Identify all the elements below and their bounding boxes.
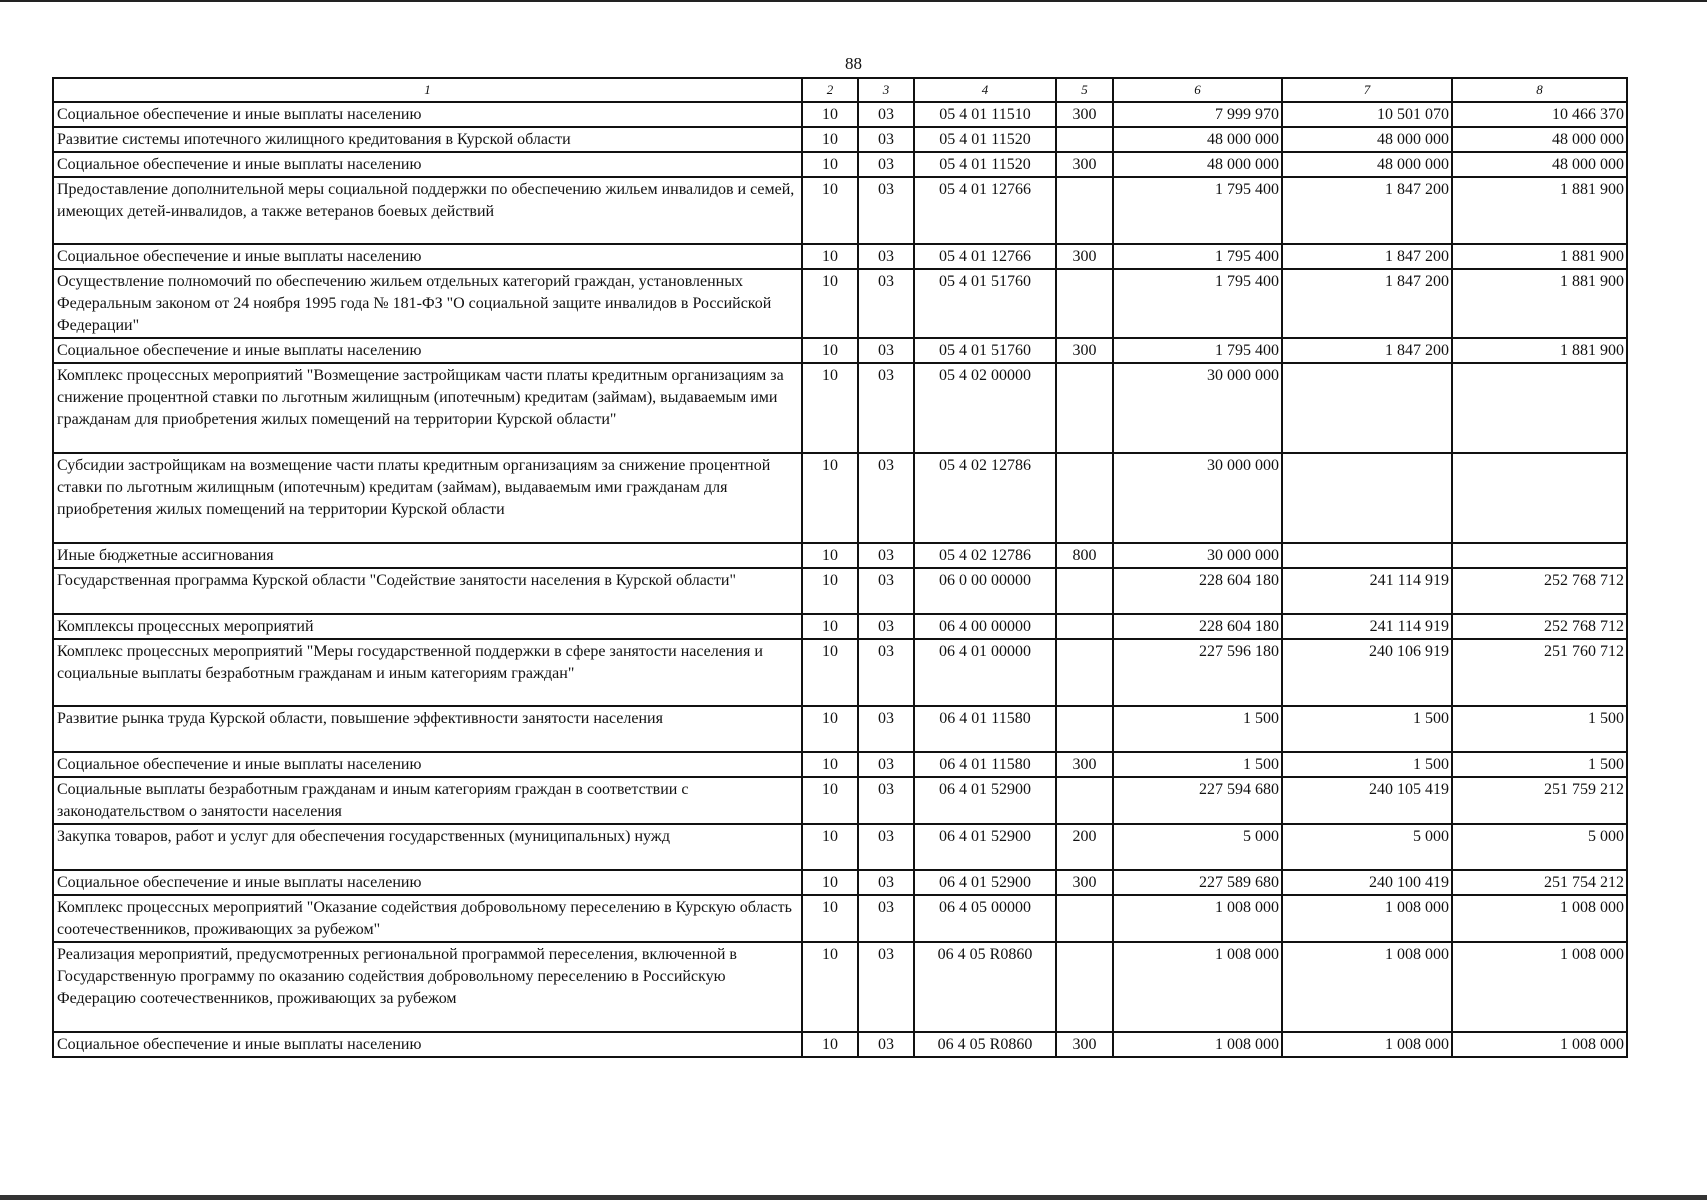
scan-edge-top	[0, 0, 1707, 2]
row-name-cell: Предоставление дополнительной меры социальной поддержки по обеспечению жильем инвалидов и семей, имеющих детей-инвалидов, а также ветеранов боевых действий	[53, 177, 802, 244]
target-article-cell: 05 4 01 12766	[914, 244, 1056, 269]
row-name-cell: Социальное обеспечение и иные выплаты населению	[53, 244, 802, 269]
amount-col-7-cell: 1 847 200	[1282, 177, 1452, 244]
amount-col-6-cell: 1 795 400	[1113, 244, 1282, 269]
subsection-code-cell: 03	[858, 127, 914, 152]
column-header: 6	[1113, 78, 1282, 102]
table-row	[53, 824, 1627, 870]
row-name-cell: Закупка товаров, работ и услуг для обеспечения государственных (муниципальных) нужд	[53, 824, 802, 870]
table-row	[53, 568, 1627, 614]
subsection-code-cell: 03	[858, 363, 914, 453]
amount-col-6-cell: 48 000 000	[1113, 127, 1282, 152]
table-row	[53, 269, 1627, 338]
column-number-header-row	[53, 78, 1627, 102]
amount-col-8-cell: 10 466 370	[1452, 102, 1627, 127]
amount-col-7-cell: 240 100 419	[1282, 870, 1452, 895]
subsection-code-cell: 03	[858, 870, 914, 895]
amount-col-7-cell: 1 847 200	[1282, 338, 1452, 363]
amount-col-6-cell: 48 000 000	[1113, 152, 1282, 177]
column-header: 7	[1282, 78, 1452, 102]
row-name-cell: Социальное обеспечение и иные выплаты населению	[53, 1032, 802, 1057]
amount-col-7-cell: 240 106 919	[1282, 639, 1452, 706]
expense-type-cell: 300	[1056, 1032, 1113, 1057]
target-article-cell: 06 4 01 52900	[914, 824, 1056, 870]
target-article-cell: 05 4 01 11510	[914, 102, 1056, 127]
amount-col-6-cell: 1 008 000	[1113, 895, 1282, 942]
subsection-code-cell: 03	[858, 895, 914, 942]
target-article-cell: 05 4 01 11520	[914, 127, 1056, 152]
section-code-cell: 10	[802, 870, 858, 895]
table-row	[53, 453, 1627, 543]
expense-type-cell	[1056, 639, 1113, 706]
amount-col-6-cell: 1 500	[1113, 752, 1282, 777]
row-name-cell: Комплекс процессных мероприятий "Возмещение застройщикам части платы кредитным организациям за снижение процентной ставки по льготным жилищным (ипотечным) кредитам (займам), выдаваемым ими гражданам для приобретения жилых помещений на территории Курской области"	[53, 363, 802, 453]
expense-type-cell: 300	[1056, 152, 1113, 177]
row-name-cell: Комплекс процессных мероприятий "Оказание содействия добровольному переселению в Курскую область соотечественников, проживающих за рубежом"	[53, 895, 802, 942]
section-code-cell: 10	[802, 453, 858, 543]
amount-col-8-cell: 1 500	[1452, 752, 1627, 777]
subsection-code-cell: 03	[858, 639, 914, 706]
amount-col-7-cell: 1 500	[1282, 706, 1452, 752]
target-article-cell: 05 4 01 51760	[914, 338, 1056, 363]
subsection-code-cell: 03	[858, 244, 914, 269]
amount-col-6-cell: 30 000 000	[1113, 543, 1282, 568]
target-article-cell: 06 4 01 00000	[914, 639, 1056, 706]
amount-col-8-cell: 48 000 000	[1452, 152, 1627, 177]
amount-col-6-cell: 1 500	[1113, 706, 1282, 752]
row-name-cell: Комплексы процессных мероприятий	[53, 614, 802, 639]
subsection-code-cell: 03	[858, 177, 914, 244]
row-name-cell: Социальное обеспечение и иные выплаты населению	[53, 152, 802, 177]
section-code-cell: 10	[802, 614, 858, 639]
section-code-cell: 10	[802, 152, 858, 177]
amount-col-7-cell: 1 008 000	[1282, 895, 1452, 942]
amount-col-7-cell: 10 501 070	[1282, 102, 1452, 127]
amount-col-7-cell: 48 000 000	[1282, 127, 1452, 152]
table-row	[53, 895, 1627, 942]
amount-col-7-cell: 241 114 919	[1282, 614, 1452, 639]
target-article-cell: 05 4 01 11520	[914, 152, 1056, 177]
section-code-cell: 10	[802, 942, 858, 1032]
target-article-cell: 06 4 00 00000	[914, 614, 1056, 639]
amount-col-6-cell: 228 604 180	[1113, 614, 1282, 639]
table-row	[53, 338, 1627, 363]
row-name-cell: Государственная программа Курской области "Содействие занятости населения в Курской области"	[53, 568, 802, 614]
amount-col-7-cell: 1 847 200	[1282, 244, 1452, 269]
target-article-cell: 06 4 01 11580	[914, 752, 1056, 777]
amount-col-8-cell: 1 500	[1452, 706, 1627, 752]
subsection-code-cell: 03	[858, 1032, 914, 1057]
expense-type-cell	[1056, 706, 1113, 752]
amount-col-8-cell: 1 008 000	[1452, 1032, 1627, 1057]
subsection-code-cell: 03	[858, 338, 914, 363]
section-code-cell: 10	[802, 752, 858, 777]
amount-col-7-cell: 1 008 000	[1282, 942, 1452, 1032]
amount-col-6-cell: 1 008 000	[1113, 942, 1282, 1032]
table-row	[53, 752, 1627, 777]
amount-col-8-cell: 48 000 000	[1452, 127, 1627, 152]
amount-col-6-cell: 227 596 180	[1113, 639, 1282, 706]
column-header: 8	[1452, 78, 1627, 102]
expense-type-cell	[1056, 895, 1113, 942]
amount-col-6-cell: 227 594 680	[1113, 777, 1282, 824]
target-article-cell: 06 0 00 00000	[914, 568, 1056, 614]
row-name-cell: Комплекс процессных мероприятий "Меры государственной поддержки в сфере занятости населения и социальные выплаты безработным гражданам и иным категориям граждан"	[53, 639, 802, 706]
amount-col-8-cell	[1452, 453, 1627, 543]
section-code-cell: 10	[802, 639, 858, 706]
target-article-cell: 05 4 02 12786	[914, 543, 1056, 568]
expense-type-cell	[1056, 614, 1113, 639]
amount-col-7-cell: 1 500	[1282, 752, 1452, 777]
table-row	[53, 244, 1627, 269]
amount-col-7-cell: 1 008 000	[1282, 1032, 1452, 1057]
table-row	[53, 102, 1627, 127]
subsection-code-cell: 03	[858, 752, 914, 777]
expense-type-cell: 300	[1056, 102, 1113, 127]
amount-col-8-cell	[1452, 543, 1627, 568]
amount-col-8-cell: 252 768 712	[1452, 568, 1627, 614]
amount-col-8-cell: 1 881 900	[1452, 338, 1627, 363]
subsection-code-cell: 03	[858, 942, 914, 1032]
section-code-cell: 10	[802, 706, 858, 752]
subsection-code-cell: 03	[858, 269, 914, 338]
section-code-cell: 10	[802, 1032, 858, 1057]
expense-type-cell	[1056, 568, 1113, 614]
table-row	[53, 363, 1627, 453]
expense-type-cell: 200	[1056, 824, 1113, 870]
amount-col-8-cell	[1452, 363, 1627, 453]
amount-col-8-cell: 1 881 900	[1452, 269, 1627, 338]
column-header: 3	[858, 78, 914, 102]
amount-col-6-cell: 227 589 680	[1113, 870, 1282, 895]
table-row	[53, 543, 1627, 568]
subsection-code-cell: 03	[858, 824, 914, 870]
row-name-cell: Развитие системы ипотечного жилищного кредитования в Курской области	[53, 127, 802, 152]
expense-type-cell: 300	[1056, 338, 1113, 363]
row-name-cell: Социальное обеспечение и иные выплаты населению	[53, 102, 802, 127]
row-name-cell: Социальные выплаты безработным гражданам и иным категориям граждан в соответствии с законодательством о занятости населения	[53, 777, 802, 824]
amount-col-7-cell: 1 847 200	[1282, 269, 1452, 338]
table-row	[53, 177, 1627, 244]
expense-type-cell: 300	[1056, 870, 1113, 895]
amount-col-8-cell: 1 881 900	[1452, 244, 1627, 269]
section-code-cell: 10	[802, 269, 858, 338]
amount-col-6-cell: 30 000 000	[1113, 363, 1282, 453]
row-name-cell: Субсидии застройщикам на возмещение части платы кредитным организациям за снижение процентной ставки по льготным жилищным (ипотечным) кредитам (займам), выдаваемым ими гражданам для приобретения жилых помещений на территории Курской области	[53, 453, 802, 543]
amount-col-8-cell: 252 768 712	[1452, 614, 1627, 639]
amount-col-6-cell: 1 008 000	[1113, 1032, 1282, 1057]
expense-type-cell: 300	[1056, 752, 1113, 777]
table-row	[53, 127, 1627, 152]
expense-type-cell	[1056, 127, 1113, 152]
table-row	[53, 152, 1627, 177]
amount-col-6-cell: 7 999 970	[1113, 102, 1282, 127]
section-code-cell: 10	[802, 102, 858, 127]
table-row	[53, 777, 1627, 824]
expense-type-cell: 800	[1056, 543, 1113, 568]
amount-col-8-cell: 1 881 900	[1452, 177, 1627, 244]
column-header: 2	[802, 78, 858, 102]
amount-col-7-cell	[1282, 453, 1452, 543]
table-row	[53, 639, 1627, 706]
row-name-cell: Социальное обеспечение и иные выплаты населению	[53, 338, 802, 363]
section-code-cell: 10	[802, 777, 858, 824]
subsection-code-cell: 03	[858, 152, 914, 177]
subsection-code-cell: 03	[858, 706, 914, 752]
row-name-cell: Реализация мероприятий, предусмотренных региональной программой переселения, включенной в Государственную программу по оказанию содействия добровольному переселению в Российскую Федерацию соотечественников, проживающих за рубежом	[53, 942, 802, 1032]
amount-col-8-cell: 1 008 000	[1452, 895, 1627, 942]
budget-table	[52, 77, 1628, 1058]
table-row	[53, 1032, 1627, 1057]
target-article-cell: 06 4 05 R0860	[914, 942, 1056, 1032]
expense-type-cell	[1056, 269, 1113, 338]
target-article-cell: 05 4 02 12786	[914, 453, 1056, 543]
expense-type-cell	[1056, 942, 1113, 1032]
target-article-cell: 05 4 01 12766	[914, 177, 1056, 244]
column-header: 5	[1056, 78, 1113, 102]
amount-col-7-cell: 240 105 419	[1282, 777, 1452, 824]
amount-col-7-cell: 48 000 000	[1282, 152, 1452, 177]
subsection-code-cell: 03	[858, 543, 914, 568]
amount-col-6-cell: 228 604 180	[1113, 568, 1282, 614]
subsection-code-cell: 03	[858, 453, 914, 543]
section-code-cell: 10	[802, 338, 858, 363]
target-article-cell: 06 4 05 R0860	[914, 1032, 1056, 1057]
section-code-cell: 10	[802, 568, 858, 614]
section-code-cell: 10	[802, 824, 858, 870]
target-article-cell: 06 4 01 11580	[914, 706, 1056, 752]
expense-type-cell	[1056, 363, 1113, 453]
subsection-code-cell: 03	[858, 568, 914, 614]
subsection-code-cell: 03	[858, 777, 914, 824]
expense-type-cell	[1056, 453, 1113, 543]
row-name-cell: Осуществление полномочий по обеспечению жильем отдельных категорий граждан, установленных Федеральным законом от 24 ноября 1995 года № 181-ФЗ "О социальной защите инвалидов в Российской Федерации"	[53, 269, 802, 338]
amount-col-7-cell: 5 000	[1282, 824, 1452, 870]
amount-col-7-cell	[1282, 363, 1452, 453]
section-code-cell: 10	[802, 895, 858, 942]
target-article-cell: 05 4 01 51760	[914, 269, 1056, 338]
table-row	[53, 706, 1627, 752]
amount-col-6-cell: 1 795 400	[1113, 269, 1282, 338]
row-name-cell: Социальное обеспечение и иные выплаты населению	[53, 870, 802, 895]
table-row	[53, 870, 1627, 895]
amount-col-6-cell: 30 000 000	[1113, 453, 1282, 543]
page-number: 88	[845, 54, 862, 73]
subsection-code-cell: 03	[858, 102, 914, 127]
amount-col-8-cell: 251 754 212	[1452, 870, 1627, 895]
amount-col-8-cell: 251 759 212	[1452, 777, 1627, 824]
target-article-cell: 06 4 01 52900	[914, 870, 1056, 895]
section-code-cell: 10	[802, 244, 858, 269]
scan-edge-bottom	[0, 1195, 1707, 1200]
column-header: 1	[53, 78, 802, 102]
subsection-code-cell: 03	[858, 614, 914, 639]
target-article-cell: 05 4 02 00000	[914, 363, 1056, 453]
amount-col-6-cell: 1 795 400	[1113, 338, 1282, 363]
amount-col-8-cell: 1 008 000	[1452, 942, 1627, 1032]
section-code-cell: 10	[802, 543, 858, 568]
amount-col-8-cell: 251 760 712	[1452, 639, 1627, 706]
amount-col-6-cell: 1 795 400	[1113, 177, 1282, 244]
row-name-cell: Развитие рынка труда Курской области, повышение эффективности занятости населения	[53, 706, 802, 752]
expense-type-cell: 300	[1056, 244, 1113, 269]
target-article-cell: 06 4 01 52900	[914, 777, 1056, 824]
row-name-cell: Иные бюджетные ассигнования	[53, 543, 802, 568]
table-row	[53, 942, 1627, 1032]
section-code-cell: 10	[802, 177, 858, 244]
amount-col-7-cell: 241 114 919	[1282, 568, 1452, 614]
column-header: 4	[914, 78, 1056, 102]
table-row	[53, 614, 1627, 639]
target-article-cell: 06 4 05 00000	[914, 895, 1056, 942]
amount-col-6-cell: 5 000	[1113, 824, 1282, 870]
amount-col-7-cell	[1282, 543, 1452, 568]
section-code-cell: 10	[802, 363, 858, 453]
expense-type-cell	[1056, 177, 1113, 244]
row-name-cell: Социальное обеспечение и иные выплаты населению	[53, 752, 802, 777]
expense-type-cell	[1056, 777, 1113, 824]
amount-col-8-cell: 5 000	[1452, 824, 1627, 870]
section-code-cell: 10	[802, 127, 858, 152]
